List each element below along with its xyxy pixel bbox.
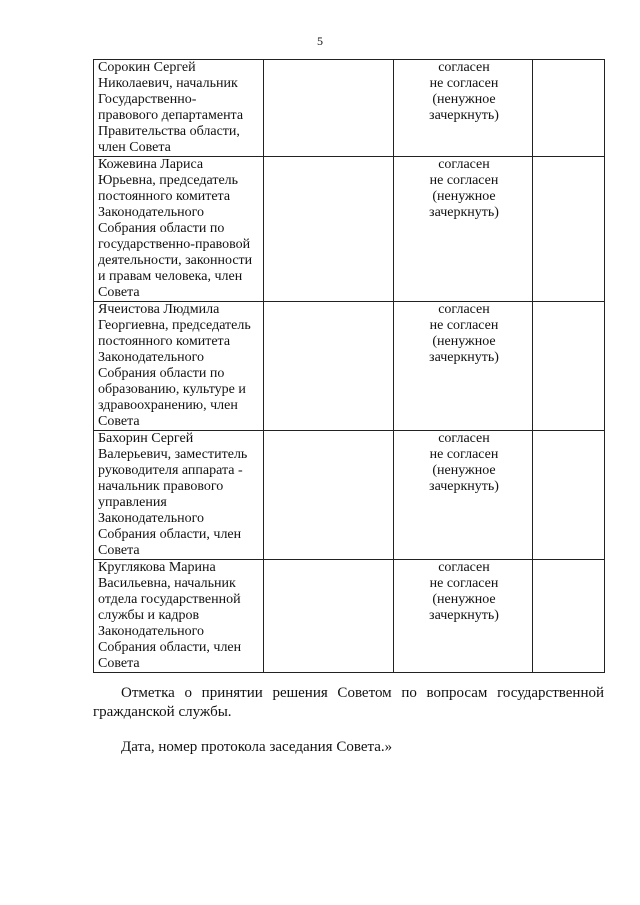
table-row (94, 60, 605, 157)
extra-cell (533, 157, 605, 302)
member-name-line: Ячеистова Людмила (98, 302, 220, 317)
member-name-line: Законодательного (98, 624, 204, 639)
member-name-line: Собрания области по (98, 366, 225, 381)
opinion-cell (394, 302, 533, 431)
member-name-line: Кожевина Лариса (98, 157, 204, 172)
member-name-line: Совета (98, 414, 140, 429)
opinion-cell (394, 60, 533, 157)
member-name-line: Собрания области по (98, 221, 225, 236)
council-members-table (93, 59, 605, 673)
member-name-cell (94, 560, 264, 673)
signature-cell (264, 60, 394, 157)
member-name-line: Бахорин Сергей (98, 431, 194, 446)
member-name-line: Совета (98, 285, 140, 300)
member-name-line: руководителя аппарата - (98, 463, 243, 478)
table-row (94, 560, 605, 673)
opinion-disagree: не согласен (429, 576, 499, 591)
opinion-hint: (ненужное (432, 334, 496, 349)
member-name-line: деятельности, законности (98, 253, 253, 268)
opinion-cell (394, 560, 533, 673)
opinion-hint: (ненужное (432, 463, 496, 478)
member-name-line: Совета (98, 656, 140, 671)
date-protocol-line: Дата, номер протокола заседания Совета.» (121, 739, 393, 755)
member-name-line: отдела государственной (98, 592, 241, 607)
member-name-line: Георгиевна, председатель (98, 318, 251, 333)
extra-cell (533, 60, 605, 157)
opinion-hint: зачеркнуть) (429, 108, 499, 123)
member-name-line: Васильевна, начальник (98, 576, 236, 591)
opinion-disagree: не согласен (429, 447, 499, 462)
member-name-line: Законодательного (98, 511, 204, 526)
member-name-line: государственно-правовой (98, 237, 251, 252)
table-row (94, 157, 605, 302)
opinion-agree: согласен (438, 431, 490, 446)
member-name-line: постоянного комитета (98, 189, 231, 204)
member-name-line: Собрания области, член (98, 640, 242, 655)
member-name-line: Валерьевич, заместитель (98, 447, 248, 462)
opinion-hint: (ненужное (432, 92, 496, 107)
opinion-cell (394, 157, 533, 302)
member-name-line: Сорокин Сергей (98, 60, 196, 75)
member-name-line: Совета (98, 543, 140, 558)
member-name-line: образованию, культуре и (98, 382, 246, 397)
opinion-hint: зачеркнуть) (429, 479, 499, 494)
opinion-agree: согласен (438, 560, 490, 575)
member-name-line: Законодательного (98, 205, 204, 220)
member-name-line: и правам человека, член (98, 269, 243, 284)
member-name-line: Юрьевна, председатель (98, 173, 239, 188)
opinion-hint: зачеркнуть) (429, 608, 499, 623)
member-name-line: Государственно- (98, 92, 197, 107)
extra-cell (533, 560, 605, 673)
opinion-hint: зачеркнуть) (429, 205, 499, 220)
opinion-agree: согласен (438, 302, 490, 317)
table-row (94, 431, 605, 560)
signature-cell (264, 157, 394, 302)
member-name-cell (94, 157, 264, 302)
signature-cell (264, 431, 394, 560)
member-name-line: Николаевич, начальник (98, 76, 238, 91)
decision-note: Отметка о принятии решения Советом по вопросам государственной гражданской службы. (93, 685, 604, 720)
member-name-cell (94, 302, 264, 431)
member-name-line: Законодательного (98, 350, 204, 365)
member-name-line: начальник правового (98, 479, 224, 494)
member-name-line: Круглякова Марина (98, 560, 216, 575)
member-name-line: Правительства области, (98, 124, 240, 139)
opinion-agree: согласен (438, 157, 490, 172)
extra-cell (533, 431, 605, 560)
member-name-line: член Совета (98, 140, 171, 155)
member-name-line: правового департамента (98, 108, 244, 123)
opinion-disagree: не согласен (429, 76, 499, 91)
opinion-disagree: не согласен (429, 173, 499, 188)
extra-cell (533, 302, 605, 431)
opinion-cell (394, 431, 533, 560)
member-name-line: Собрания области, член (98, 527, 242, 542)
opinion-disagree: не согласен (429, 318, 499, 333)
table-row (94, 302, 605, 431)
opinion-agree: согласен (438, 60, 490, 75)
signature-cell (264, 302, 394, 431)
member-name-line: постоянного комитета (98, 334, 231, 349)
member-name-cell (94, 431, 264, 560)
page-number: 5 (317, 34, 323, 48)
member-name-line: управления (98, 495, 167, 510)
member-name-cell (94, 60, 264, 157)
signature-cell (264, 560, 394, 673)
opinion-hint: зачеркнуть) (429, 350, 499, 365)
opinion-hint: (ненужное (432, 592, 496, 607)
member-name-line: службы и кадров (98, 608, 200, 623)
member-name-line: здравоохранению, член (98, 398, 238, 413)
opinion-hint: (ненужное (432, 189, 496, 204)
